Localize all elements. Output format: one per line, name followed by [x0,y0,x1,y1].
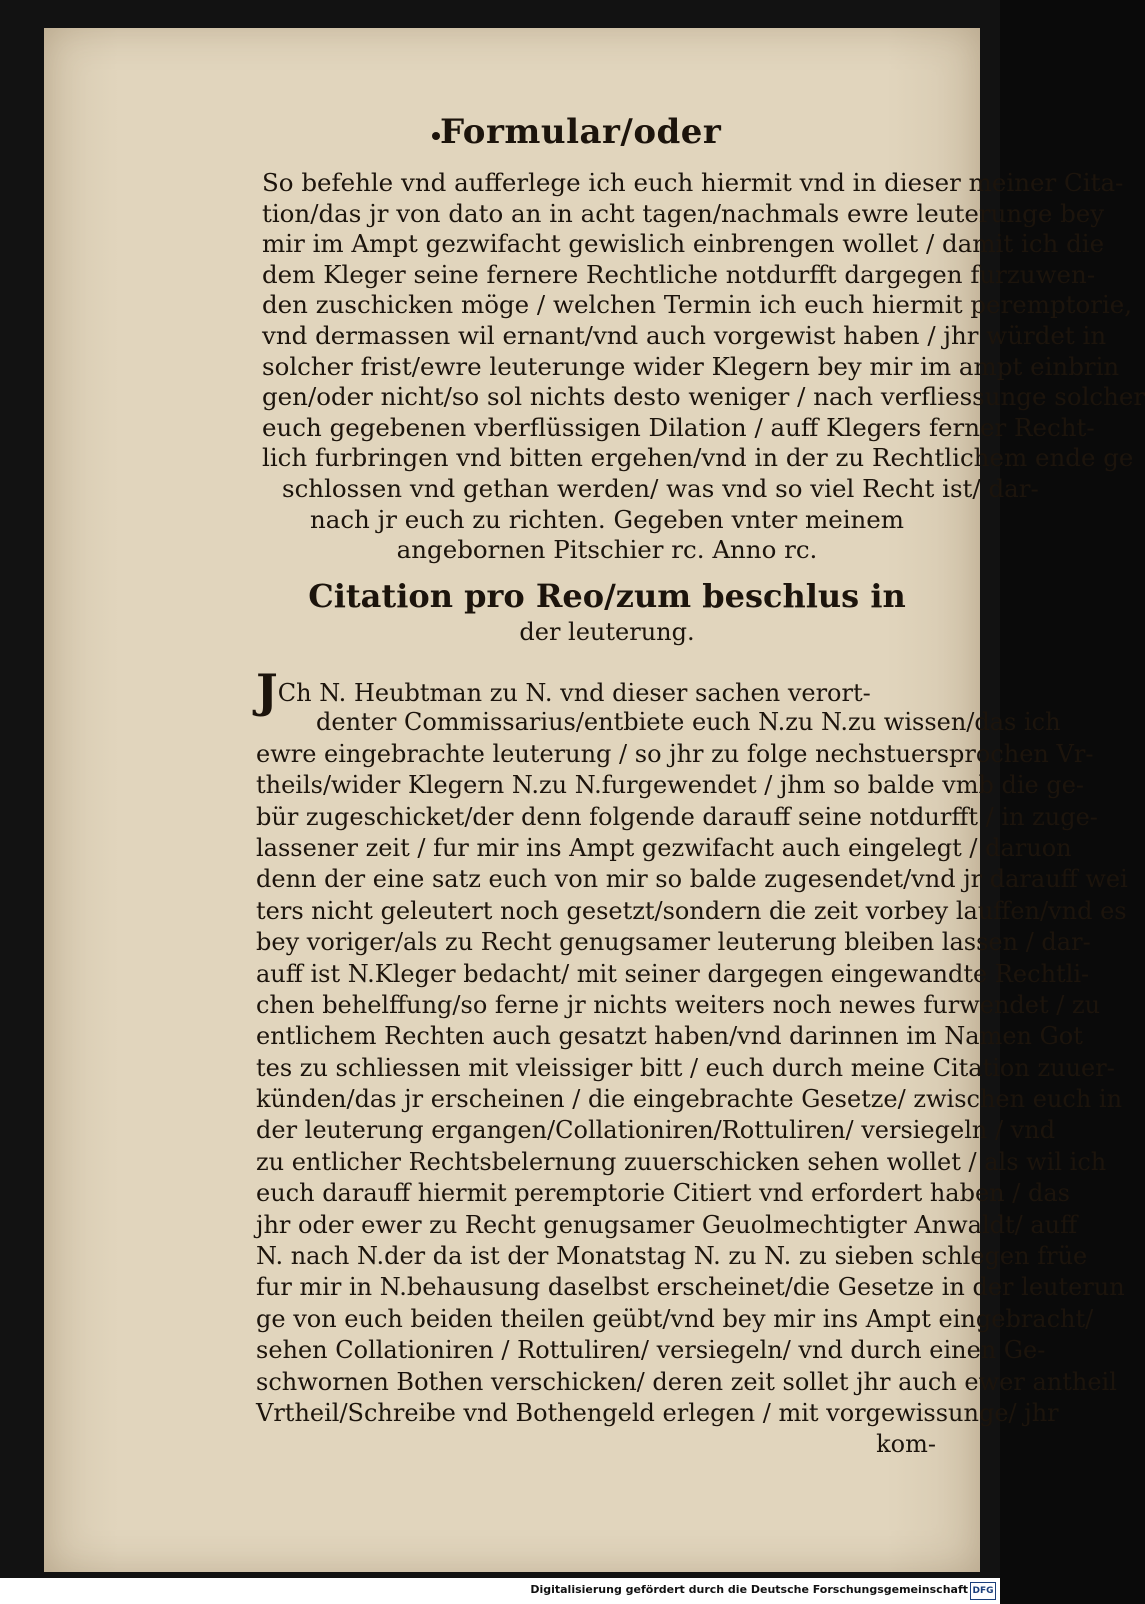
section-title-line2: der leuterung. [519,618,695,646]
funding-credit: Digitalisierung gefördert durch die Deutsche Forschungsgemeinschaft [530,1583,968,1596]
text-line: entlichem Rechten auch gesatzt haben/vnd darinnen im Namen Got [256,1022,1083,1051]
text-line: ters nicht geleutert noch gesetzt/sondern die zeit vorbey lauffen/vnd es [256,896,1127,925]
first-text-block [262,168,1145,566]
text-line: der leuterung ergangen/Collationiren/Rottuliren/ versiegeln / vnd [256,1116,1056,1145]
text-line: tion/das jr von dato an in acht tagen/nachmals ewre leuterunge bey [262,198,1105,228]
text-line: schlossen vnd gethan werden/ was vnd so viel Recht ist/ dar- [282,473,1039,503]
text-line: den zuschicken möge / welchen Termin ich euch hiermit peremptorie, [262,290,1133,320]
text-line: gen/oder nicht/so sol nichts desto weniger / nach verfliessunge solcher [262,382,1145,412]
first-line-rest: Ch N. Heubtman zu N. vnd dieser sachen verort- [277,679,871,707]
ornament-bullet [432,132,440,140]
second-text-block [256,664,1128,1461]
text-line: auff ist N.Kleger bedacht/ mit seiner dargegen eingewandte Rechtli- [256,959,1090,988]
text-line: nach jr euch zu richten. Gegeben vnter meinem [309,504,905,534]
text-line: Vrtheil/Schreibe vnd Bothengeld erlegen / mit vorgewissunge/ jhr [256,1398,1059,1427]
digitization-footer [0,1578,1000,1604]
running-head: Formular/oder [440,112,722,152]
text-line: sehen Collationiren / Rottuliren/ versiegeln/ vnd durch einen Ge- [256,1336,1046,1365]
decorated-initial: J [256,664,278,718]
text-line: zu entlicher Rechtsbelernung zuuerschicken sehen wollet / als wil ich [256,1147,1107,1176]
text-line: chen behelffung/so ferne jr nichts weiters noch newes furwendet / zu [256,990,1101,1019]
text-line: schwornen Bothen verschicken/ deren zeit sollet jhr auch ewer antheil [256,1367,1117,1396]
text-line: So befehle vnd aufferlege ich euch hiermit vnd in dieser meiner Cita- [262,168,1124,197]
text-line: lich furbringen vnd bitten ergehen/vnd in der zu Rechtlichem ende ge [262,443,1134,473]
text-line: euch gegebenen vberflüssigen Dilation / auff Klegers ferner Recht- [262,412,1095,442]
dfg-logo-icon: DFG [970,1582,996,1600]
text-line: bey voriger/als zu Recht genugsamer leuterung bleiben lassen / dar- [256,928,1091,957]
text-line: jhr oder ewer zu Recht genugsamer Geuolmechtigter Anwaldt/ auff [256,1210,1078,1239]
text-line: denter Commissarius/entbiete euch N.zu N.zu wissen/das ich [316,708,1061,737]
text-line: denn der eine satz euch von mir so balde zugesendet/vnd jr darauff wei [256,865,1128,894]
text-line: vnd dermassen wil ernant/vnd auch vorgewist haben / jhr würdet in [262,320,1107,350]
catchword: kom- [876,1430,936,1459]
text-line: N. nach N.der da ist der Monatstag N. zu N. zu sieben schlegen früe [256,1242,1088,1271]
text-line [256,664,956,718]
text-line: lassener zeit / fur mir ins Ampt gezwifacht auch eingelegt / daruon [256,833,1072,862]
text-line: theils/wider Klegern N.zu N.furgewendet / jhm so balde vmb die ge- [256,771,1085,800]
section-title [262,576,952,648]
text-line: euch darauff hiermit peremptorie Citiert vnd erfordert haben / das [256,1179,1070,1208]
text-line: ewre eingebrachte leuterung / so jhr zu folge nechstuersprochen Vr- [256,739,1094,768]
text-line: fur mir in N.behausung daselbst erscheinet/die Gesetze in der leuterun [256,1273,1125,1302]
text-line: dem Kleger seine fernere Rechtliche notdurfft dargegen furzuwen- [262,259,1096,289]
text-line: ge von euch beiden theilen geübt/vnd bey mir ins Ampt eingebracht/ [256,1304,1094,1333]
text-line: mir im Ampt gezwifacht gewislich einbrengen wollet / damit ich die [262,229,1105,259]
text-line: angebornen Pitschier rc. Anno rc. [396,535,818,565]
text-line: solcher frist/ewre leuterunge wider Klegern bey mir im ampt einbrin [262,351,1120,381]
text-line: bür zugeschicket/der denn folgende darauff seine notdurfft / in zuge- [256,802,1098,831]
text-line: tes zu schliessen mit vleissiger bitt / euch durch meine Citation zuuer- [256,1053,1115,1082]
section-title-line1: Citation pro Reo/zum beschlus in [308,577,906,615]
text-line: künden/das jr erscheinen / die eingebrachte Gesetze/ zwischen euch in [256,1085,1123,1114]
